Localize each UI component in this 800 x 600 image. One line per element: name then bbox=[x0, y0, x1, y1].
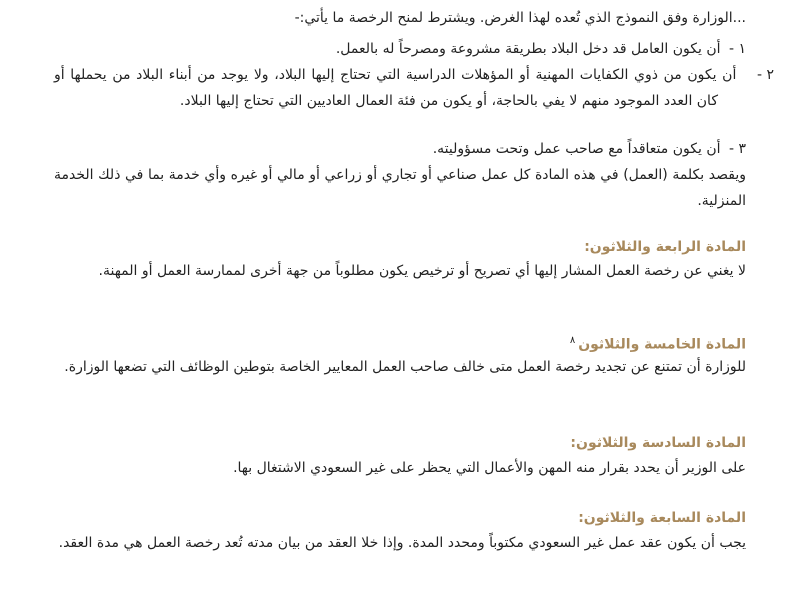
article-35-heading bbox=[54, 330, 746, 356]
article-heading-text: المادة السابعة والثلاثون: bbox=[578, 510, 746, 526]
article-34-body: لا يغني عن رخصة العمل المشار إليها أي تصريح أو ترخيص يكون مطلوباً من جهة أخرى لممارسة العمل أو المهنة. bbox=[98, 263, 746, 279]
article-heading-text: المادة السادسة والثلاثون: bbox=[570, 435, 746, 451]
condition-item-2: ٢ - أن يكون من ذوي الكفايات المهنية أو المؤهلات الدراسية التي تحتاج إليها البلاد، ولا يوجد من أبناء البلاد من يحملها أو كان العدد الموجود منهم لا يفي بالحاجة، أو يكون من فئة العمال العاديين التي تحتاج إليها البلاد. bbox=[54, 67, 775, 109]
article-37-heading bbox=[54, 507, 746, 529]
article-heading-text: المادة الرابعة والثلاثون: bbox=[584, 239, 746, 255]
condition-item-1 bbox=[54, 36, 746, 62]
condition-text: أن يكون العامل قد دخل البلاد بطريقة مشروعة ومصرحاً له بالعمل. bbox=[335, 41, 721, 57]
condition-number: ١ - bbox=[728, 41, 746, 57]
article-36-heading bbox=[54, 432, 746, 454]
article-heading-text: المادة الخامسة والثلاثون bbox=[578, 336, 746, 353]
footnote-marker[interactable]: ٨ bbox=[569, 335, 576, 346]
condition-number: ٣ - bbox=[728, 141, 746, 157]
condition-text: أن يكون من ذوي الكفايات المهنية أو المؤهلات الدراسية التي تحتاج إليها البلاد، ولا يوجد من أبناء البلاد من يحملها أو كان العدد الموجود منهم لا يفي بالحاجة، أو يكون من فئة العمال العاديين التي تحتاج إليها البلاد. bbox=[54, 67, 737, 109]
intro-paragraph: ...الوزارة وفق النموذج الذي تُعده لهذا الغرض. ويشترط لمنح الرخصة ما يأتي:- bbox=[294, 10, 746, 26]
definition-paragraph: ويقصد بكلمة (العمل) في هذه المادة كل عمل صناعي أو تجاري أو زراعي أو مالي أو غيره وأي خدمة بما في ذلك الخدمة المنزلية. bbox=[54, 167, 746, 209]
article-34-heading bbox=[54, 236, 746, 258]
condition-text: أن يكون متعاقداً مع صاحب عمل وتحت مسؤوليته. bbox=[432, 141, 721, 157]
article-37-body: يجب أن يكون عقد عمل غير السعودي مكتوباً ومحدد المدة. وإذا خلا العقد من بيان مدته تُعد رخصة العمل هي مدة العقد. bbox=[58, 535, 746, 551]
condition-item-3 bbox=[54, 136, 746, 162]
article-35-body: للوزارة أن تمتنع عن تجديد رخصة العمل متى خالف صاحب العمل المعايير الخاصة بتوطين الوظائف التي تضعها الوزارة. bbox=[64, 359, 746, 375]
article-36-body: على الوزير أن يحدد بقرار منه المهن والأعمال التي يحظر على غير السعودي الاشتغال بها. bbox=[233, 460, 746, 476]
